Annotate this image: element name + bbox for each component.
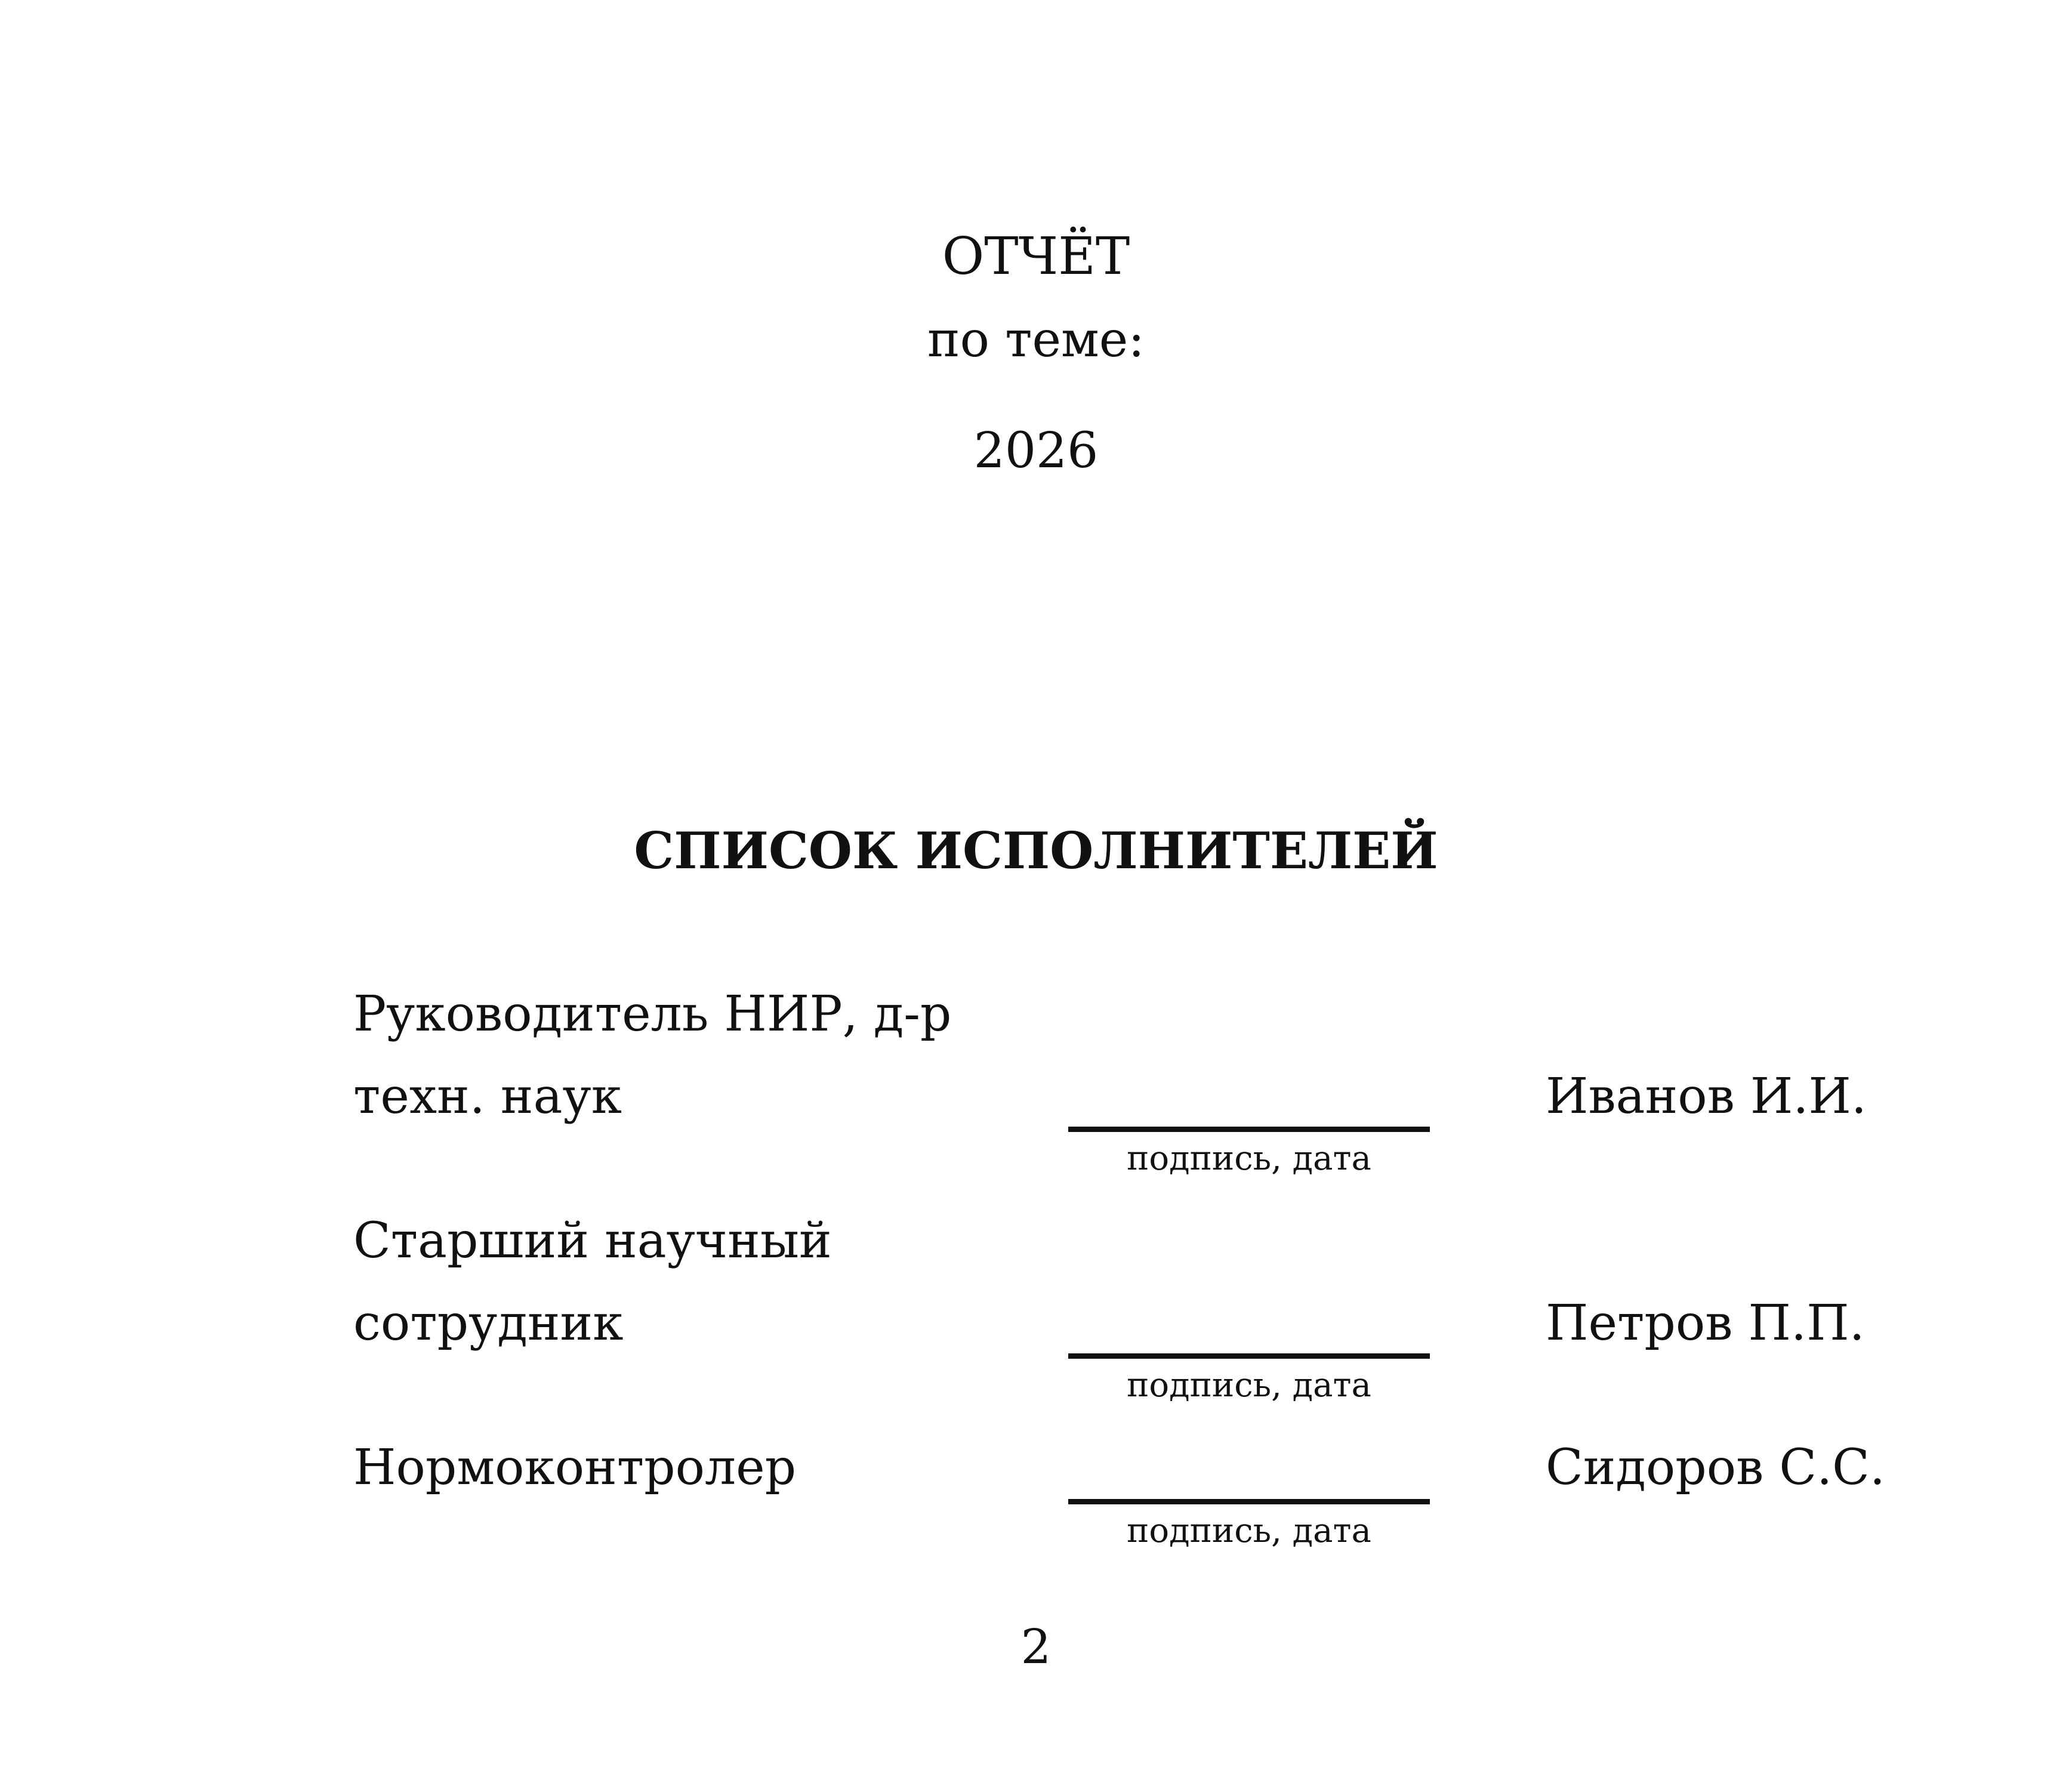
signature-line	[1068, 1353, 1430, 1359]
performer-role-line2: техн. наук	[353, 1068, 622, 1125]
performer-role-line1: Старший научный	[353, 1213, 832, 1269]
performer-name: Сидоров С.С.	[1546, 1439, 1885, 1496]
report-title: ОТЧЁТ	[942, 227, 1130, 286]
report-year: 2026	[973, 422, 1099, 479]
performer-role-line2: сотрудник	[353, 1295, 624, 1352]
signature-caption: подпись, дата	[1127, 1139, 1371, 1178]
signature-line	[1068, 1499, 1430, 1504]
signature-caption: подпись, дата	[1127, 1366, 1371, 1405]
performer-name: Иванов И.И.	[1546, 1068, 1867, 1125]
signature-caption: подпись, дата	[1127, 1512, 1371, 1550]
performers-list-heading: СПИСОК ИСПОЛНИТЕЛЕЙ	[634, 821, 1438, 880]
performer-role-line1: Нормоконтролер	[353, 1439, 797, 1496]
report-subtitle: по теме:	[927, 311, 1145, 368]
signature-line	[1068, 1127, 1430, 1132]
performer-name: Петров П.П.	[1546, 1295, 1865, 1352]
performer-role-line1: Руководитель НИР, д-р	[353, 986, 952, 1042]
page-number: 2	[1020, 1619, 1052, 1674]
